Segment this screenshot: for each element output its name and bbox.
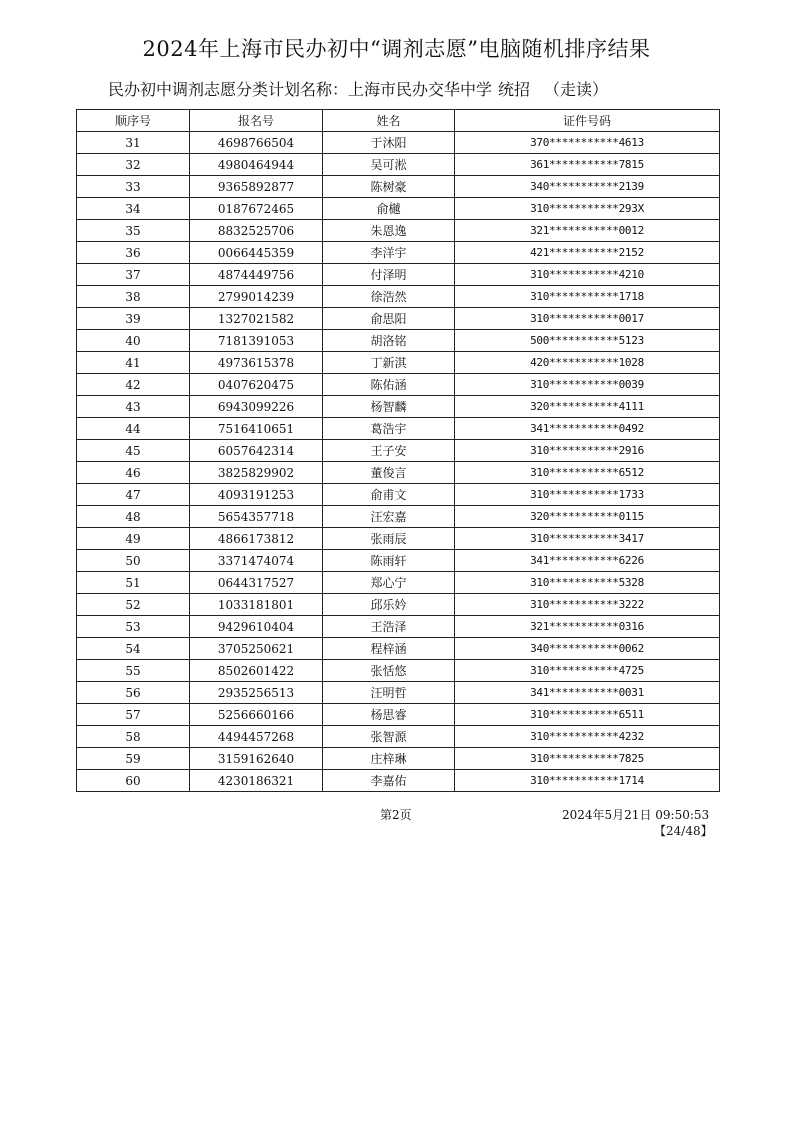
cell-name: 于沐阳 — [323, 132, 455, 154]
cell-sequence: 40 — [77, 330, 190, 352]
table-body — [77, 132, 720, 792]
table-row — [77, 242, 720, 264]
cell-id-number: 500***********5123 — [455, 330, 720, 352]
cell-id-number: 310***********6511 — [455, 704, 720, 726]
cell-sequence: 44 — [77, 418, 190, 440]
cell-registration-no: 9429610404 — [190, 616, 323, 638]
cell-registration-no: 0644317527 — [190, 572, 323, 594]
plan-name-label: 民办初中调剂志愿分类计划名称： — [108, 80, 349, 99]
cell-id-number: 310***********7825 — [455, 748, 720, 770]
cell-registration-no: 2935256513 — [190, 682, 323, 704]
cell-name: 郑心宁 — [323, 572, 455, 594]
cell-name: 汪明哲 — [323, 682, 455, 704]
cell-registration-no: 4698766504 — [190, 132, 323, 154]
cell-name: 陈雨轩 — [323, 550, 455, 572]
cell-name: 俞思阳 — [323, 308, 455, 330]
cell-sequence: 45 — [77, 440, 190, 462]
cell-id-number: 370***********4613 — [455, 132, 720, 154]
plan-name-line — [108, 79, 608, 101]
cell-sequence: 56 — [77, 682, 190, 704]
school-name: 上海市民办交华中学 — [348, 80, 493, 99]
cell-sequence: 41 — [77, 352, 190, 374]
cell-id-number: 310***********5328 — [455, 572, 720, 594]
cell-sequence: 46 — [77, 462, 190, 484]
cell-registration-no: 3705250621 — [190, 638, 323, 660]
table-row — [77, 132, 720, 154]
cell-id-number: 341***********0492 — [455, 418, 720, 440]
table-row — [77, 594, 720, 616]
cell-sequence: 52 — [77, 594, 190, 616]
table-row — [77, 308, 720, 330]
cell-name: 庄梓琳 — [323, 748, 455, 770]
table-row — [77, 396, 720, 418]
cell-id-number: 310***********3417 — [455, 528, 720, 550]
cell-registration-no: 8502601422 — [190, 660, 323, 682]
table-row — [77, 506, 720, 528]
cell-sequence: 47 — [77, 484, 190, 506]
table-row — [77, 264, 720, 286]
cell-sequence: 49 — [77, 528, 190, 550]
cell-id-number: 420***********1028 — [455, 352, 720, 374]
cell-sequence: 36 — [77, 242, 190, 264]
cell-registration-no: 7516410651 — [190, 418, 323, 440]
table-row — [77, 220, 720, 242]
cell-name: 陈树豪 — [323, 176, 455, 198]
column-header-name: 姓名 — [323, 110, 455, 132]
cell-id-number: 310***********4725 — [455, 660, 720, 682]
table-row — [77, 682, 720, 704]
results-table — [76, 109, 720, 792]
cell-id-number: 421***********2152 — [455, 242, 720, 264]
cell-id-number: 321***********0316 — [455, 616, 720, 638]
column-header-registration-no: 报名号 — [190, 110, 323, 132]
cell-sequence: 37 — [77, 264, 190, 286]
cell-id-number: 340***********2139 — [455, 176, 720, 198]
cell-sequence: 42 — [77, 374, 190, 396]
cell-name: 王子安 — [323, 440, 455, 462]
column-header-sequence: 顺序号 — [77, 110, 190, 132]
cell-name: 吴可淞 — [323, 154, 455, 176]
table-row — [77, 484, 720, 506]
cell-sequence: 54 — [77, 638, 190, 660]
cell-sequence: 57 — [77, 704, 190, 726]
cell-registration-no: 4980464944 — [190, 154, 323, 176]
cell-name: 王浩泽 — [323, 616, 455, 638]
table-row — [77, 748, 720, 770]
cell-name: 胡洛铭 — [323, 330, 455, 352]
cell-id-number: 320***********4111 — [455, 396, 720, 418]
cell-registration-no: 3159162640 — [190, 748, 323, 770]
cell-sequence: 53 — [77, 616, 190, 638]
cell-registration-no: 5256660166 — [190, 704, 323, 726]
cell-name: 汪宏嘉 — [323, 506, 455, 528]
table-row — [77, 660, 720, 682]
cell-id-number: 310***********0039 — [455, 374, 720, 396]
cell-registration-no: 0187672465 — [190, 198, 323, 220]
cell-name: 付泽明 — [323, 264, 455, 286]
cell-name: 俞甫文 — [323, 484, 455, 506]
table-row — [77, 330, 720, 352]
cell-sequence: 48 — [77, 506, 190, 528]
cell-id-number: 310***********4232 — [455, 726, 720, 748]
table-row — [77, 638, 720, 660]
cell-registration-no: 4973615378 — [190, 352, 323, 374]
cell-registration-no: 0066445359 — [190, 242, 323, 264]
cell-registration-no: 7181391053 — [190, 330, 323, 352]
cell-sequence: 33 — [77, 176, 190, 198]
cell-sequence: 60 — [77, 770, 190, 792]
table-row — [77, 418, 720, 440]
cell-sequence: 43 — [77, 396, 190, 418]
cell-registration-no: 6057642314 — [190, 440, 323, 462]
cell-sequence: 50 — [77, 550, 190, 572]
cell-registration-no: 3825829902 — [190, 462, 323, 484]
page-count-badge: 【24/48】 — [654, 824, 713, 838]
cell-sequence: 32 — [77, 154, 190, 176]
cell-name: 张雨辰 — [323, 528, 455, 550]
cell-registration-no: 2799014239 — [190, 286, 323, 308]
admission-type: 统招 — [498, 80, 531, 99]
table-row — [77, 352, 720, 374]
table-row — [77, 704, 720, 726]
table-row — [77, 462, 720, 484]
cell-name: 李嘉佑 — [323, 770, 455, 792]
cell-id-number: 321***********0012 — [455, 220, 720, 242]
table-row — [77, 154, 720, 176]
cell-registration-no: 3371474074 — [190, 550, 323, 572]
cell-sequence: 39 — [77, 308, 190, 330]
cell-id-number: 310***********0017 — [455, 308, 720, 330]
cell-registration-no: 1033181801 — [190, 594, 323, 616]
table-row — [77, 770, 720, 792]
cell-name: 俞樾 — [323, 198, 455, 220]
cell-registration-no: 4866173812 — [190, 528, 323, 550]
cell-id-number: 310***********4210 — [455, 264, 720, 286]
page-title: 2024年上海市民办初中“调剂志愿”电脑随机排序结果 — [142, 37, 651, 61]
cell-name: 张恬悠 — [323, 660, 455, 682]
table-row — [77, 550, 720, 572]
cell-name: 杨思睿 — [323, 704, 455, 726]
boarding-note: （走读） — [544, 80, 609, 99]
cell-name: 葛浩宇 — [323, 418, 455, 440]
cell-registration-no: 4874449756 — [190, 264, 323, 286]
page-number: 第2页 — [380, 808, 412, 822]
cell-name: 李洋宇 — [323, 242, 455, 264]
cell-sequence: 58 — [77, 726, 190, 748]
cell-registration-no: 4230186321 — [190, 770, 323, 792]
cell-name: 张智源 — [323, 726, 455, 748]
cell-id-number: 310***********3222 — [455, 594, 720, 616]
cell-id-number: 341***********0031 — [455, 682, 720, 704]
cell-registration-no: 4093191253 — [190, 484, 323, 506]
cell-id-number: 310***********6512 — [455, 462, 720, 484]
table-row — [77, 726, 720, 748]
cell-name: 陈佑涵 — [323, 374, 455, 396]
table-row — [77, 572, 720, 594]
column-header-id-number: 证件号码 — [455, 110, 720, 132]
table-header-row — [77, 110, 720, 132]
cell-id-number: 310***********1718 — [455, 286, 720, 308]
cell-id-number: 320***********0115 — [455, 506, 720, 528]
cell-sequence: 35 — [77, 220, 190, 242]
table-row — [77, 374, 720, 396]
table-row — [77, 198, 720, 220]
cell-id-number: 310***********2916 — [455, 440, 720, 462]
table-row — [77, 528, 720, 550]
cell-id-number: 310***********1733 — [455, 484, 720, 506]
table-row — [77, 286, 720, 308]
cell-sequence: 38 — [77, 286, 190, 308]
cell-registration-no: 4494457268 — [190, 726, 323, 748]
cell-id-number: 341***********6226 — [455, 550, 720, 572]
print-datetime: 2024年5月21日 09:50:53 — [562, 808, 710, 822]
cell-registration-no: 1327021582 — [190, 308, 323, 330]
cell-registration-no: 6943099226 — [190, 396, 323, 418]
cell-name: 邱乐妗 — [323, 594, 455, 616]
cell-id-number: 340***********0062 — [455, 638, 720, 660]
table-row — [77, 176, 720, 198]
cell-registration-no: 0407620475 — [190, 374, 323, 396]
cell-sequence: 31 — [77, 132, 190, 154]
cell-registration-no: 9365892877 — [190, 176, 323, 198]
cell-name: 朱恩逸 — [323, 220, 455, 242]
cell-sequence: 51 — [77, 572, 190, 594]
cell-sequence: 55 — [77, 660, 190, 682]
cell-registration-no: 5654357718 — [190, 506, 323, 528]
cell-sequence: 59 — [77, 748, 190, 770]
table-row — [77, 440, 720, 462]
cell-registration-no: 8832525706 — [190, 220, 323, 242]
cell-id-number: 310***********293X — [455, 198, 720, 220]
cell-id-number: 310***********1714 — [455, 770, 720, 792]
cell-name: 董俊言 — [323, 462, 455, 484]
cell-sequence: 34 — [77, 198, 190, 220]
cell-name: 程梓涵 — [323, 638, 455, 660]
cell-name: 徐浩然 — [323, 286, 455, 308]
cell-name: 丁新淇 — [323, 352, 455, 374]
cell-id-number: 361***********7815 — [455, 154, 720, 176]
table-row — [77, 616, 720, 638]
cell-name: 杨智麟 — [323, 396, 455, 418]
